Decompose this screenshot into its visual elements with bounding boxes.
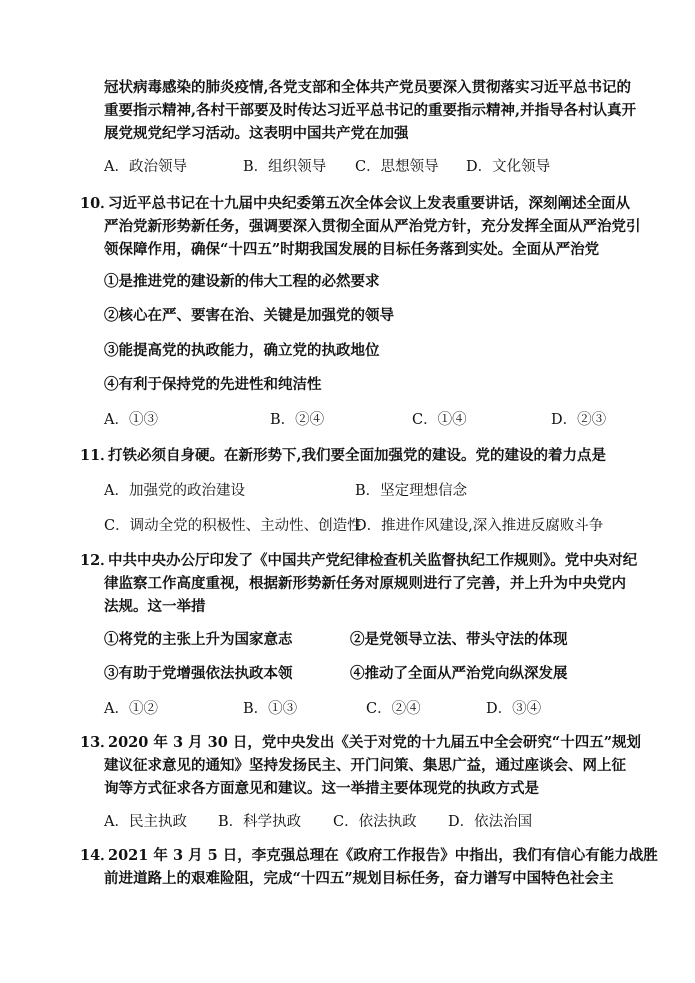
q11-option-b[interactable]: B．坚定理想信念: [355, 483, 468, 499]
q11-number: 11．: [80, 447, 115, 464]
q13-number: 13．: [80, 734, 115, 751]
q10-option-a[interactable]: A．①③: [104, 412, 158, 428]
q11-line-1: 打铁必须自身硬。在新形势下,我们要全面加强党的建设。党的建设的着力点是: [108, 447, 607, 464]
q10-statement-3: ③能提高党的执政能力，确立党的执政地位: [104, 342, 380, 359]
q9-line-1: 冠状病毒感染的肺炎疫情,各党支部和全体共产党员要深入贯彻落实习近平总书记的: [104, 79, 632, 96]
q9-line-3: 展党规党纪学习活动。这表明中国共产党在加强: [104, 125, 409, 142]
q11-option-d[interactable]: D．推进作风建设,深入推进反腐败斗争: [355, 518, 604, 534]
q12-statement-2: ②是党领导立法、带头守法的体现: [350, 631, 568, 648]
q12-line-1: 中共中央办公厅印发了《中国共产党纪律检查机关监督执纪工作规则》。党中央对纪: [108, 552, 638, 569]
q9-option-a[interactable]: A．政治领导: [104, 159, 187, 175]
q9-option-c[interactable]: C．思想领导: [355, 159, 439, 175]
q14-line-1: 2021 年 3 月 5 日，李克强总理在《政府工作报告》中指出，我们有信心有能力战胜: [108, 847, 658, 864]
q10-option-c[interactable]: C．①④: [412, 412, 467, 428]
q10-option-b[interactable]: B．②④: [270, 412, 325, 428]
q13-option-b[interactable]: B．科学执政: [218, 814, 302, 830]
q13-line-2: 建议征求意见的通知》坚持发扬民主、开门问策、集思广益，通过座谈会、网上征: [104, 757, 626, 774]
q12-statement-1: ①将党的主张上升为国家意志: [104, 631, 293, 648]
q10-option-d[interactable]: D．②③: [551, 412, 607, 428]
q11-option-c[interactable]: C．调动全党的积极性、主动性、创造性: [104, 518, 362, 534]
q10-statement-2: ②核心在严、要害在治、关键是加强党的领导: [104, 307, 394, 324]
q10-statement-4: ④有利于保持党的先进性和纯洁性: [104, 376, 322, 393]
q13-option-c[interactable]: C．依法执政: [333, 814, 417, 830]
q13-line-3: 询等方式征求各方面意见和建议。这一举措主要体现党的执政方式是: [104, 780, 539, 797]
q9-line-2: 重要指示精神,各村干部要及时传达习近平总书记的重要指示精神,并指导各村认真开: [104, 102, 637, 119]
q12-number: 12．: [80, 552, 115, 569]
q12-statement-4: ④推动了全面从严治党向纵深发展: [350, 665, 568, 682]
q10-line-3: 领保障作用，确保“十四五”时期我国发展的目标任务落到实处。全面从严治党: [104, 241, 600, 258]
q12-option-a[interactable]: A．①②: [104, 701, 158, 717]
q10-line-2: 严治党新形势新任务，强调要深入贯彻全面从严治党方针，充分发挥全面从严治党引: [104, 218, 641, 235]
q12-option-b[interactable]: B．①③: [243, 701, 298, 717]
q12-line-2: 律监察工作高度重视，根据新形势新任务对原规则进行了完善，并上升为中央党内: [104, 575, 626, 592]
q14-line-2: 前进道路上的艰难险阻，完成“十四五”规划目标任务，奋力谱写中国特色社会主: [104, 870, 614, 887]
q12-line-3: 法规。这一举措: [104, 598, 206, 615]
q9-option-b[interactable]: B．组织领导: [243, 159, 327, 175]
q13-option-d[interactable]: D．依法治国: [448, 814, 533, 830]
q12-statement-3: ③有助于党增强依法执政本领: [104, 665, 293, 682]
q12-option-d[interactable]: D．③④: [486, 701, 542, 717]
q10-number: 10．: [80, 195, 115, 212]
q10-statement-1: ①是推进党的建设新的伟大工程的必然要求: [104, 273, 380, 290]
q14-number: 14．: [80, 847, 115, 864]
q10-line-1: 习近平总书记在十九届中央纪委第五次全体会议上发表重要讲话，深刻阐述全面从: [108, 195, 630, 212]
q9-option-d[interactable]: D．文化领导: [466, 159, 551, 175]
q13-line-1: 2020 年 3 月 30 日，党中央发出《关于对党的十九届五中全会研究“十四五”规划: [108, 734, 642, 751]
q12-option-c[interactable]: C．②④: [366, 701, 421, 717]
q13-option-a[interactable]: A．民主执政: [104, 814, 187, 830]
q11-option-a[interactable]: A．加强党的政治建设: [104, 483, 245, 499]
